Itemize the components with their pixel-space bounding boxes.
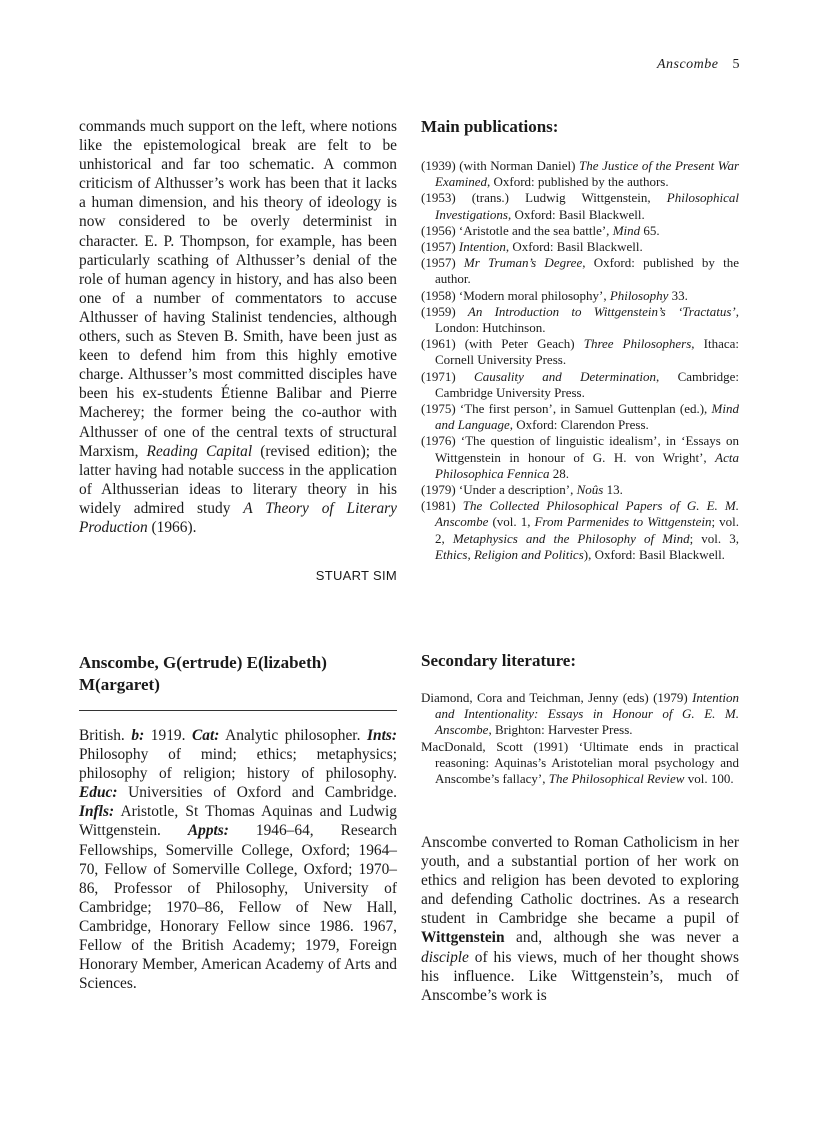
bib-item: (1953) (trans.) Ludwig Wittgenstein, Philosophical Investigations, Oxford: Basil Blackwell. [421, 190, 739, 222]
main-publications-heading: Main publications: [421, 117, 559, 136]
page-number: 5 [732, 57, 740, 72]
bib-item: (1976) ‘The question of linguistic idealism’, in ‘Essays on Wittgenstein in honour of G. H. von Wright’, Acta Philosophica Fennica 28. [421, 433, 739, 481]
main-publications [421, 116, 739, 563]
bib-item: (1958) ‘Modern moral philosophy’, Philosophy 33. [421, 287, 688, 303]
althusser-paragraph: commands much support on the left, where notions like the epistemological break are felt to be unhistorical and far too schematic. A common criticism of Althusser’s work has been that it lacks a human dimension, and his theory of ideology is now considered to be overly determinist in character. E. P. Thompson, for example, has been particularly scathing of Althusser’s denial of the role of human agency in history, and has also been one of a number of commentators to accuse Althusser of having Stalinist tendencies, although others, such as Steven B. Smith, have been just as keen to defend him from this highly emotive charge. Althusser’s most committed disciples have been his ex-students Étienne Balibar and Pierre Macherey; the former being the co-author with Althusser of one of the central texts of structural Marxism, Reading Capital (revised edition); the latter having had notable success in the application of Althusserian ideas to literary theory in his widely admired study A Theory of Literary Production (1966). [79, 118, 397, 536]
bib-item: (1971) Causality and Determination, Cambridge: Cambridge University Press. [421, 368, 739, 400]
bib-item: (1957) Mr Truman’s Degree, Oxford: published by the author. [421, 255, 739, 287]
running-head [657, 57, 740, 73]
entry-meta: British. b: 1919. Cat: Analytic philosopher. Ints: Philosophy of mind; ethics; metaphysics; philosophy of religion; history of philosophy. Educ: Universities of Oxford and Cambridge. Infls: Aristotle, St Thomas Aquinas and Ludwig Wittgenstein. Appts: 1946–64, Research Fellowships, Somerville College, Oxford; 1964–70, Fellow of Somerville College, Oxford; 1970–86, Professor of Philosophy, University of Cambridge; 1970–86, Fellow of New Hall, Cambridge, Honorary Fellow since 1986. 1967, Fellow of the British Academy; 1979, Foreign Honorary Member, American Academy of Arts and Sciences. [79, 727, 397, 993]
author-signature: STUART SIM [315, 568, 397, 584]
bib-item: (1979) ‘Under a description’, Noûs 13. [421, 482, 623, 498]
anscombe-entry-header [79, 652, 397, 993]
bib-item: (1956) ‘Aristotle and the sea battle’, Mind 65. [421, 222, 660, 238]
intro-paragraph: Anscombe converted to Roman Catholicism in her youth, and a substantial portion of her work on ethics and religion has been devoted to exploring and defending Catholic doctrines. As a research student in Cambridge she became a pupil of Wittgenstein and, although she was never a disciple of his views, much of her thought shows his influence. Like Wittgenstein’s, much of Anscombe’s work is [421, 834, 739, 1004]
bib-item: (1957) Intention, Oxford: Basil Blackwell. [421, 239, 643, 255]
althusser-entry-end [79, 117, 397, 583]
heading-rule [79, 710, 397, 711]
bib-item: (1959) An Introduction to Wittgenstein’s ‘Tractatus’, London: Hutchinson. [421, 303, 739, 336]
entry-body [421, 833, 739, 1005]
entry-heading: Anscombe, G(ertrude) E(lizabeth) M(argaret) [79, 653, 327, 694]
bib-item: (1961) (with Peter Geach) Three Philosophers, Ithaca: Cornell University Press. [421, 336, 739, 368]
bib-item: (1939) (with Norman Daniel) The Justice of the Present War Examined, Oxford: published by the authors. [421, 158, 739, 190]
bib-item: Diamond, Cora and Teichman, Jenny (eds) (1979) Intention and Intentionality: Essays in Honour of G. E. M. Anscombe, Brighton: Harvester Press. [421, 690, 739, 738]
bib-item: MacDonald, Scott (1991) ‘Ultimate ends in practical reasoning: Aquinas’s Aristotelian moral psychology and Anscombe’s fallacy’, The Philosophical Review vol. 100. [421, 738, 739, 787]
running-head-title: Anscombe [656, 57, 719, 72]
secondary-literature-heading: Secondary literature: [421, 651, 577, 670]
main-publications-list [421, 158, 739, 563]
bib-item: (1975) ‘The first person’, in Samuel Guttenplan (ed.), Mind and Language, Oxford: Clarendon Press. [421, 401, 739, 433]
bib-item: (1981) The Collected Philosophical Papers of G. E. M. Anscombe (vol. 1, From Parmenides to Wittgenstein; vol. 2, Metaphysics and the Philosophy of Mind; vol. 3, Ethics, Religion and Politics), Oxford: Basil Blackwell. [421, 498, 739, 562]
secondary-literature-list [421, 690, 739, 787]
secondary-literature [421, 650, 739, 787]
